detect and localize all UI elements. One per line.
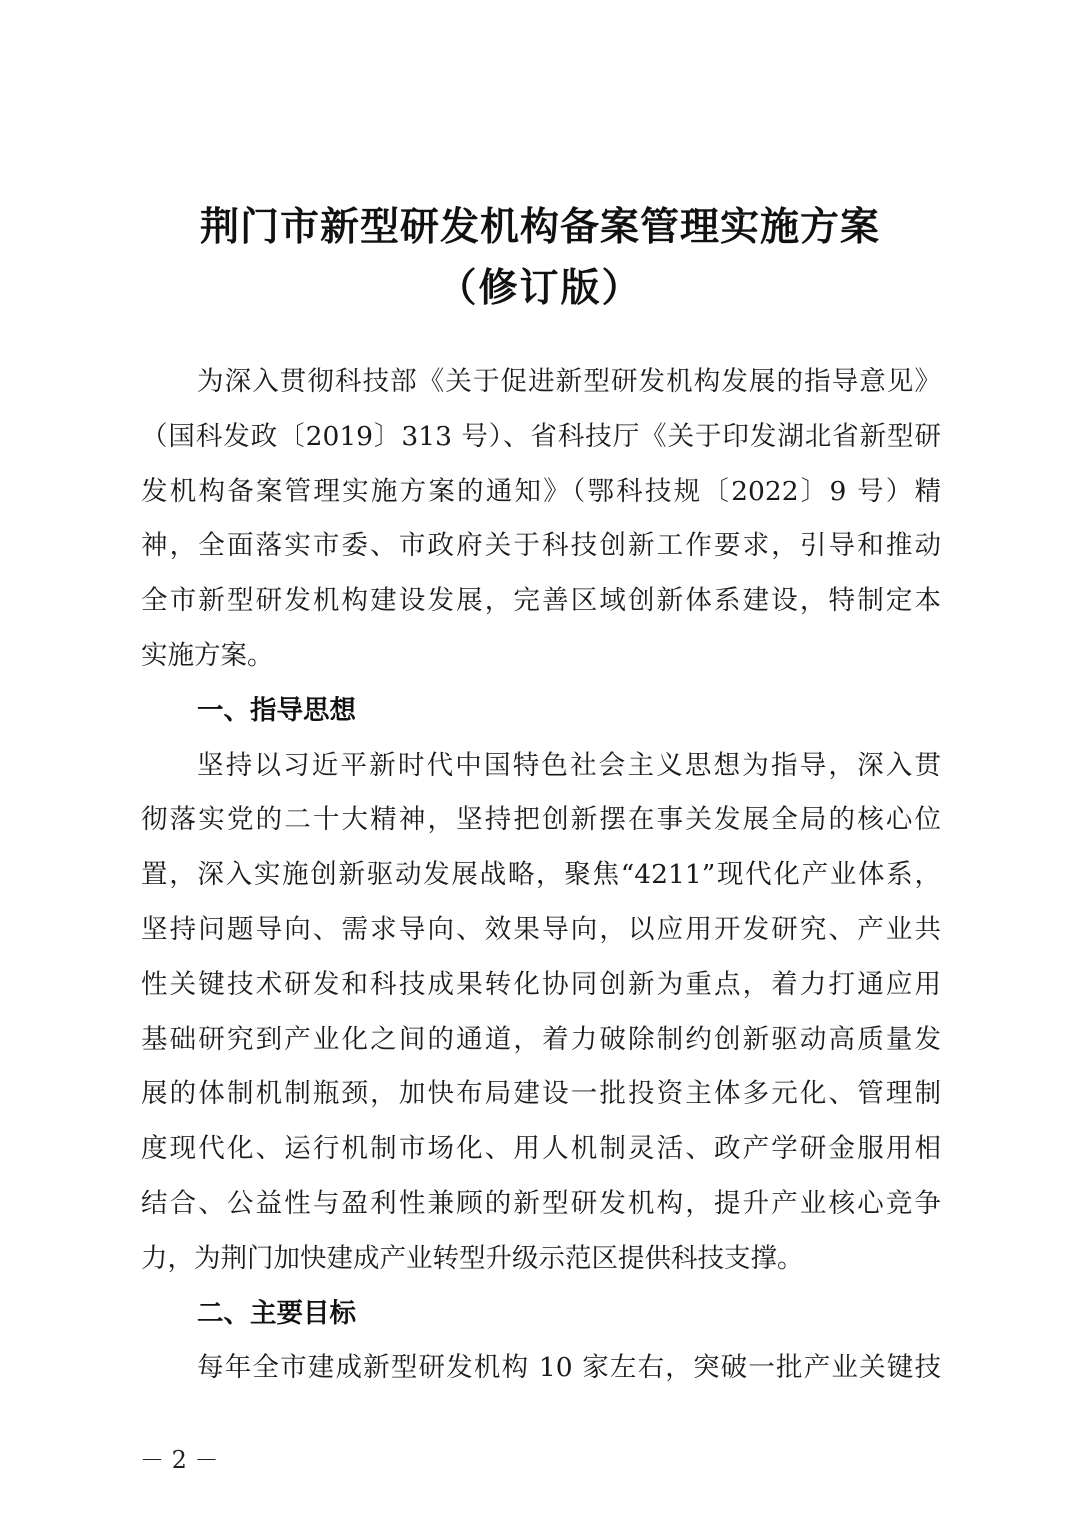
intro-line: （国科发政〔2019〕313 号）、省科技厅《关于印发湖北省新型研	[141, 420, 941, 452]
section1-line: 彻落实党的二十大精神，坚持把创新摆在事关发展全局的核心位	[141, 804, 941, 836]
intro-line: 全市新型研发机构建设发展，完善区域创新体系建设，特制定本	[141, 585, 941, 617]
section2-line: 每年全市建成新型研发机构 10 家左右，突破一批产业关键技	[197, 1352, 941, 1384]
intro-line: 发机构备案管理实施方案的通知》（鄂科技规〔2022〕9 号）精	[141, 475, 941, 507]
intro-line: 为深入贯彻科技部《关于促进新型研发机构发展的指导意见》	[197, 366, 941, 397]
document-body	[141, 355, 941, 1396]
intro-line: 实施方案。	[141, 639, 274, 671]
document-title: 荆门市新型研发机构备案管理实施方案	[199, 204, 880, 250]
section1-line: 性关键技术研发和科技成果转化协同创新为重点，着力打通应用	[141, 968, 941, 1000]
section1-line: 坚持以习近平新时代中国特色社会主义思想为指导，深入贯	[197, 749, 941, 781]
section1-line: 坚持问题导向、需求导向、效果导向，以应用开发研究、产业共	[141, 913, 941, 945]
page-number: － 2 －	[140, 1446, 219, 1474]
section-heading-main-goals: 二、主要目标	[197, 1297, 356, 1329]
intro-line: 神，全面落实市委、市政府关于科技创新工作要求，引导和推动	[141, 530, 941, 562]
section1-line: 置，深入实施创新驱动发展战略，聚焦“4211”现代化产业体系，	[141, 859, 941, 891]
section1-line: 力，为荆门加快建成产业转型升级示范区提供科技支撑。	[141, 1242, 804, 1274]
section1-line: 展的体制机制瓶颈，加快布局建设一批投资主体多元化、管理制	[141, 1078, 941, 1110]
section1-line: 度现代化、运行机制市场化、用人机制灵活、政产学研金服用相	[141, 1133, 941, 1165]
section1-line: 基础研究到产业化之间的通道，着力破除制约创新驱动高质量发	[141, 1023, 941, 1055]
section1-line: 结合、公益性与盈利性兼顾的新型研发机构，提升产业核心竞争	[141, 1187, 941, 1219]
document-subtitle: （修订版）	[437, 265, 643, 311]
section-heading-guiding-ideology: 一、指导思想	[197, 694, 356, 726]
